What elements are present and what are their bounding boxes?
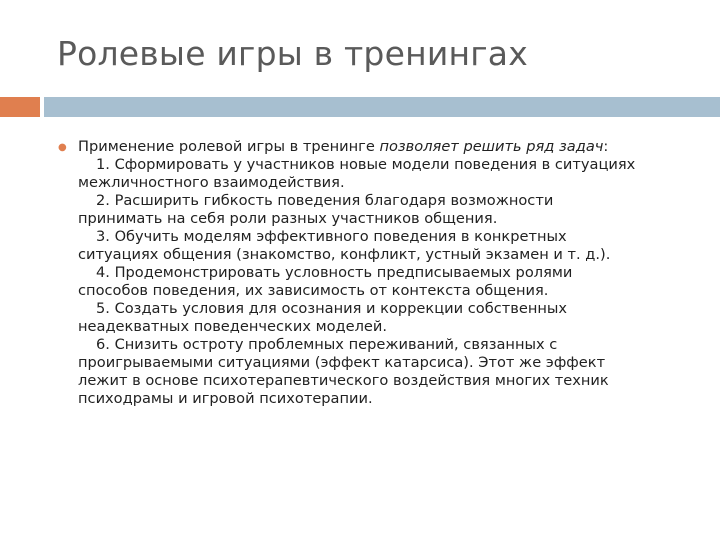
intro-italic: позволяет решить ряд задач xyxy=(379,138,604,155)
accent-bar-orange xyxy=(0,97,40,117)
slide-title: Ролевые игры в тренингах xyxy=(57,34,528,73)
item-6-line-2: проигрываемыми ситуациями (эффект катарсиса). Этот же эффект xyxy=(78,354,606,371)
item-3-line-1: 3. Обучить моделям эффективного поведения в конкретных xyxy=(96,228,567,245)
item-4-line-2: способов поведения, их зависимость от контекста общения. xyxy=(78,282,549,299)
item-6-line-4: психодрамы и игровой психотерапии. xyxy=(78,390,373,407)
item-5-line-1: 5. Создать условия для осознания и коррекции собственных xyxy=(96,300,568,317)
item-4-line-1: 4. Продемонстрировать условность предписываемых ролями xyxy=(96,264,573,281)
intro-end: : xyxy=(603,138,609,155)
bullet-paragraph xyxy=(78,138,708,408)
slide-body xyxy=(58,138,708,408)
bullet-dot-icon: ● xyxy=(58,142,67,153)
item-6-line-3: лежит в основе психотерапевтического воздействия многих техник xyxy=(78,372,609,389)
item-1-line-2: межличностного взаимодействия. xyxy=(78,174,345,191)
item-6-line-1: 6. Снизить остроту проблемных переживаний, связанных с xyxy=(96,336,558,353)
intro-plain: Применение ролевой игры в тренинге xyxy=(78,138,380,155)
item-3-line-2: ситуациях общения (знакомство, конфликт, устный экзамен и т. д.). xyxy=(78,246,611,263)
item-1-line-1: 1. Сформировать у участников новые модели поведения в ситуациях xyxy=(96,156,636,173)
item-2-line-2: принимать на себя роли разных участников общения. xyxy=(78,210,498,227)
intro-line xyxy=(78,138,708,156)
item-5-line-2: неадекватных поведенческих моделей. xyxy=(78,318,388,335)
item-2-line-1: 2. Расширить гибкость поведения благодаря возможности xyxy=(96,192,554,209)
accent-bar-blue xyxy=(44,97,720,117)
